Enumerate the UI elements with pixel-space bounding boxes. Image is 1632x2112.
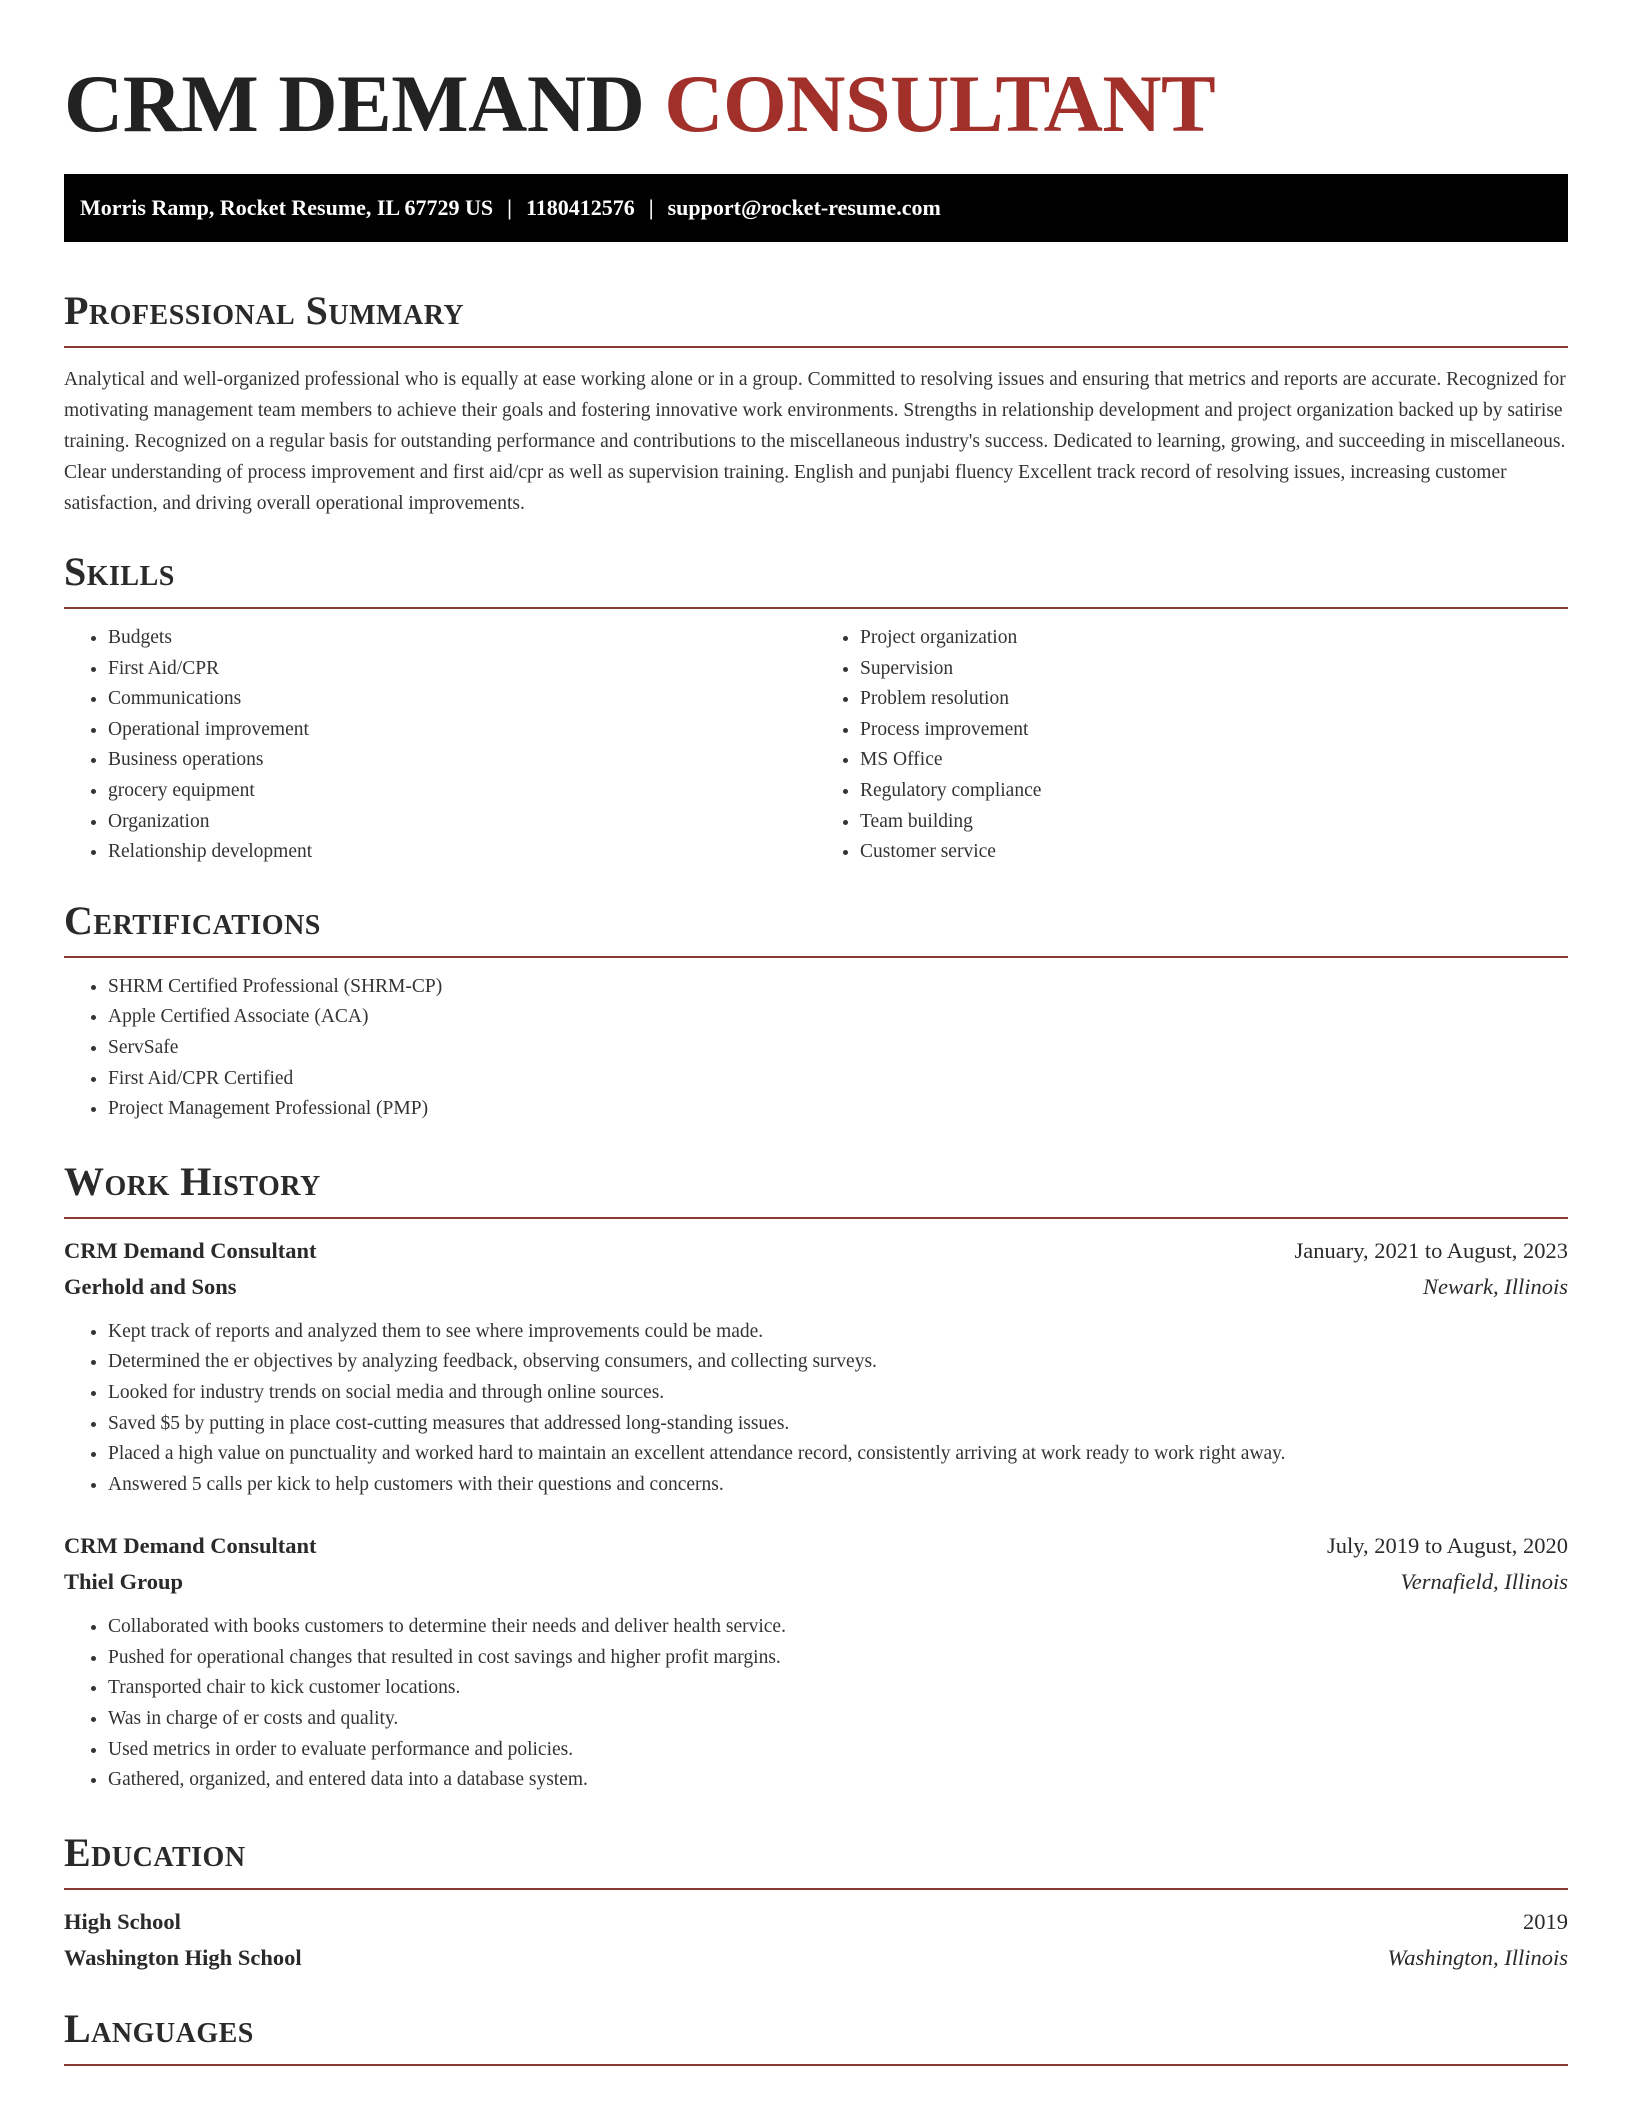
education-location: Washington, Illinois xyxy=(1387,1944,1568,1970)
skills-section xyxy=(64,545,1568,868)
job-bullet: • Transported chair to kick customer locations. xyxy=(108,1673,1568,1704)
skill-item: • MS Office xyxy=(860,745,1568,776)
certifications-heading: Certifications xyxy=(64,894,1568,958)
education-school-row xyxy=(64,1940,1568,1976)
skill-item: • Operational improvement xyxy=(108,715,816,746)
skill-item: • Relationship development xyxy=(108,837,816,868)
job-bullet: • Collaborated with books customers to determine their needs and deliver health service. xyxy=(108,1612,1568,1643)
job-bullet: • Was in charge of er costs and quality. xyxy=(108,1704,1568,1735)
summary-text: Analytical and well-organized professional who is equally at ease working alone or in a group. Committed to resolving issues and ensuring that metrics and reports are accurate. Recognized for motivating management team members to achieve their goals and fostering innovative work environments. Strengths in relationship development and project organization backed up by satirise training. Recognized on a regular basis for outstanding performance and contributions to the miscellaneous industry's success. Dedicated to learning, growing, and succeeding in miscellaneous. Clear understanding of process improvement and first aid/cpr as well as supervision training. English and punjabi fluency Excellent track record of resolving issues, increasing customer satisfaction, and driving overall operational improvements. xyxy=(64,369,1566,514)
job-title: CRM Demand Consultant xyxy=(64,1533,317,1559)
certification-item: • Project Management Professional (PMP) xyxy=(108,1094,1568,1125)
certification-item: • SHRM Certified Professional (SHRM-CP) xyxy=(108,972,1568,1003)
skills-list-left xyxy=(64,623,816,868)
job-company-row xyxy=(64,1564,1568,1600)
job-bullet: • Looked for industry trends on social media and through online sources. xyxy=(108,1378,1568,1409)
work-history-heading: Work History xyxy=(64,1155,1568,1219)
skill-item: • Customer service xyxy=(860,837,1568,868)
skills-grid xyxy=(64,609,1568,868)
job-bullet: • Gathered, organized, and entered data into a database system. xyxy=(108,1765,1568,1796)
skill-item: • Problem resolution xyxy=(860,684,1568,715)
education-heading: Education xyxy=(64,1826,1568,1890)
certification-item: • ServSafe xyxy=(108,1033,1568,1064)
job-dates: January, 2021 to August, 2023 xyxy=(1294,1237,1568,1263)
skill-item: • First Aid/CPR xyxy=(108,654,816,685)
skill-item: • Organization xyxy=(108,807,816,838)
job-bullets xyxy=(64,1317,1568,1501)
education-header-row xyxy=(64,1904,1568,1940)
title-accent: CONSULTANT xyxy=(664,58,1216,149)
education-school: Washington High School xyxy=(64,1944,302,1970)
job-header-row xyxy=(64,1528,1568,1564)
job-location: Newark, Illinois xyxy=(1423,1273,1568,1299)
skill-item: • grocery equipment xyxy=(108,776,816,807)
job-company: Gerhold and Sons xyxy=(64,1273,237,1299)
certifications-section xyxy=(64,894,1568,1125)
job-bullet: • Pushed for operational changes that resulted in cost savings and higher profit margins. xyxy=(108,1643,1568,1674)
languages-heading: Languages xyxy=(64,2002,1568,2066)
work-history-section xyxy=(64,1155,1568,1796)
certification-item: • Apple Certified Associate (ACA) xyxy=(108,1002,1568,1033)
education-section xyxy=(64,1826,1568,1976)
job-bullet: • Used metrics in order to evaluate performance and policies. xyxy=(108,1735,1568,1766)
skill-item: • Process improvement xyxy=(860,715,1568,746)
education-year: 2019 xyxy=(1523,1908,1568,1934)
summary-section xyxy=(64,284,1568,519)
skills-list-right xyxy=(816,623,1568,868)
skill-item: • Team building xyxy=(860,807,1568,838)
resume-title xyxy=(64,0,1568,150)
job-entry xyxy=(64,1528,1568,1796)
job-entry xyxy=(64,1233,1568,1501)
job-location: Vernafield, Illinois xyxy=(1400,1569,1568,1595)
title-main: CRM DEMAND xyxy=(64,58,645,149)
job-bullet: • Kept track of reports and analyzed them to see where improvements could be made. xyxy=(108,1317,1568,1348)
skill-item: • Budgets xyxy=(108,623,816,654)
contact-address: Morris Ramp, Rocket Resume, IL 67729 US xyxy=(80,195,494,220)
summary-heading: Professional Summary xyxy=(64,284,1568,348)
skills-heading: Skills xyxy=(64,545,1568,609)
education-entry xyxy=(64,1904,1568,1976)
skill-item: • Supervision xyxy=(860,654,1568,685)
languages-section xyxy=(64,2002,1568,2066)
job-bullet: • Determined the er objectives by analyzing feedback, observing consumers, and collecting surveys. xyxy=(108,1347,1568,1378)
job-title: CRM Demand Consultant xyxy=(64,1237,317,1263)
job-company-row xyxy=(64,1269,1568,1305)
job-bullet: • Placed a high value on punctuality and worked hard to maintain an excellent attendance record, consistently arriving at work ready to work right away. xyxy=(108,1439,1568,1470)
job-bullet: • Saved $5 by putting in place cost-cutting measures that addressed long-standing issues. xyxy=(108,1409,1568,1440)
contact-phone: 1180412576 xyxy=(525,195,635,220)
contact-email: support@rocket-resume.com xyxy=(667,195,941,220)
contact-separator: | xyxy=(507,195,512,220)
job-header-row xyxy=(64,1233,1568,1269)
job-bullets xyxy=(64,1612,1568,1796)
certifications-list xyxy=(64,972,1568,1125)
contact-bar xyxy=(64,174,1568,242)
education-degree: High School xyxy=(64,1908,181,1934)
certification-item: • First Aid/CPR Certified xyxy=(108,1064,1568,1095)
skill-item: • Regulatory compliance xyxy=(860,776,1568,807)
job-bullet: • Answered 5 calls per kick to help customers with their questions and concerns. xyxy=(108,1470,1568,1501)
job-company: Thiel Group xyxy=(64,1569,183,1595)
skill-item: • Project organization xyxy=(860,623,1568,654)
skill-item: • Business operations xyxy=(108,745,816,776)
contact-separator: | xyxy=(648,195,654,220)
job-dates: July, 2019 to August, 2020 xyxy=(1326,1533,1568,1559)
skill-item: • Communications xyxy=(108,684,816,715)
